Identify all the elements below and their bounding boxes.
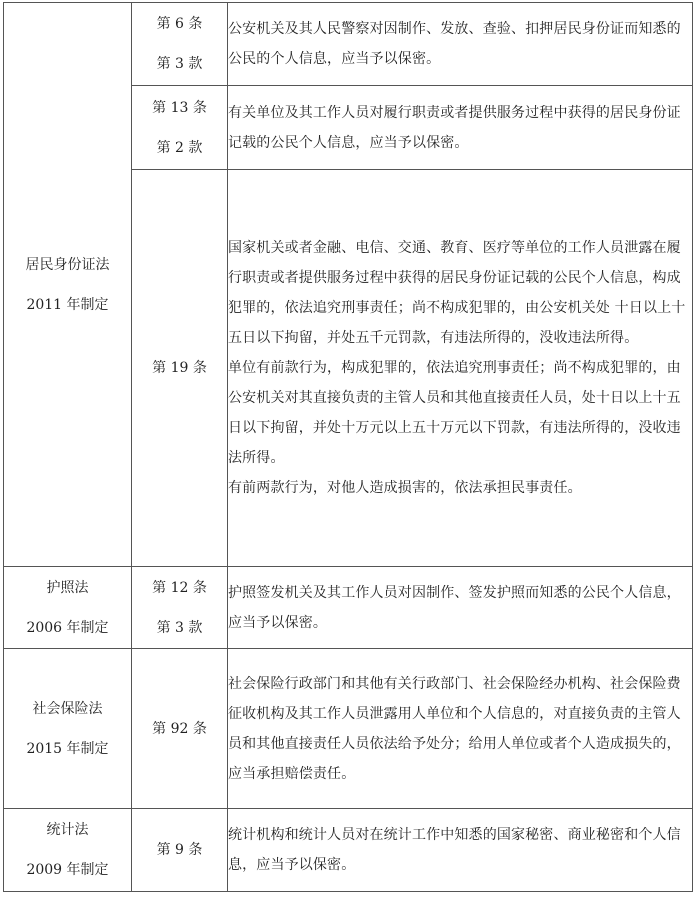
provision-paragraph: 统计机构和统计人员对在统计工作中知悉的国家秘密、商业秘密和个人信息，应当予以保密。 bbox=[228, 827, 681, 873]
provision-paragraph: 社会保险行政部门和其他有关行政部门、社会保险经办机构、社会保险费征收机构及其工作人员泄露用人单位和个人信息的，对直接负责的主管人员和其他直接责任人员依法给予处分；给用人单位或者个人造成损失的，应当承担赔偿责任。 bbox=[228, 675, 681, 782]
law-name-cell bbox=[4, 567, 132, 649]
provision-paragraph: 有前两款行为，对他人造成损害的，依法承担民事责任。 bbox=[228, 480, 582, 496]
provision-paragraph: 公安机关及其人民警察对因制作、发放、查验、扣押居民身份证而知悉的公民的个人信息，应当予以保密。 bbox=[228, 21, 681, 67]
law-name: 统计法 bbox=[46, 822, 89, 838]
article-number: 第 6 条 bbox=[156, 16, 203, 32]
article-cell bbox=[132, 809, 228, 892]
article-number: 第 13 条 bbox=[152, 99, 207, 116]
article-number: 第 92 条 bbox=[152, 720, 207, 737]
article-number: 第 19 条 bbox=[152, 360, 207, 376]
provision-paragraph: 有关单位及其工作人员对履行职责或者提供服务过程中获得的居民身份证记载的公民个人信息，应当予以保密。 bbox=[228, 104, 681, 151]
table-row bbox=[4, 3, 693, 86]
provision-content bbox=[228, 567, 693, 649]
provision-paragraph: 单位有前款行为，构成犯罪的，依法追究刑事责任；尚不构成犯罪的，由公安机关对其直接负责的主管人员和其他直接责任人员，处十日以上十五日以下拘留，并处十万元以上五十万元以下罚款，有违法所得的，没收违法所得。 bbox=[228, 360, 681, 466]
law-name: 居民身份证法 bbox=[25, 256, 110, 273]
law-name-cell bbox=[4, 3, 132, 567]
article-cell bbox=[132, 3, 228, 86]
article-cell bbox=[132, 567, 228, 649]
provision-content bbox=[228, 86, 693, 170]
law-name-cell bbox=[4, 649, 132, 809]
provision-paragraph: 护照签发机关及其工作人员对因制作、签发护照而知悉的公民个人信息，应当予以保密。 bbox=[228, 584, 681, 631]
article-cell bbox=[132, 649, 228, 809]
law-name: 护照法 bbox=[46, 579, 89, 596]
table-row bbox=[4, 649, 693, 809]
clause-number: 第 2 款 bbox=[156, 139, 203, 156]
law-year: 2011 年制定 bbox=[26, 296, 109, 313]
table-row bbox=[4, 809, 693, 892]
article-number: 第 12 条 bbox=[152, 579, 207, 596]
clause-number: 第 3 款 bbox=[156, 619, 203, 636]
law-year: 2006 年制定 bbox=[26, 619, 109, 636]
provision-content bbox=[228, 170, 693, 567]
provision-paragraph: 国家机关或者金融、电信、交通、教育、医疗等单位的工作人员泄露在履行职责或者提供服务过程中获得的居民身份证记载的公民个人信息，构成犯罪的，依法追究刑事责任；尚不构成犯罪的，由公安机关处 十日以上十五日以下拘留，并处五千元罚款，有违法所得的，没收违法所得。 bbox=[228, 240, 686, 346]
law-name: 社会保险法 bbox=[32, 700, 103, 717]
law-name-cell bbox=[4, 809, 132, 892]
provision-content bbox=[228, 809, 693, 892]
article-cell bbox=[132, 170, 228, 567]
law-year: 2015 年制定 bbox=[26, 740, 109, 757]
law-provisions-table bbox=[3, 2, 693, 892]
table-row bbox=[4, 567, 693, 649]
law-year: 2009 年制定 bbox=[26, 862, 109, 878]
article-number: 第 9 条 bbox=[156, 842, 203, 858]
provision-content bbox=[228, 3, 693, 86]
provision-content bbox=[228, 649, 693, 809]
article-cell bbox=[132, 86, 228, 170]
clause-number: 第 3 款 bbox=[156, 56, 203, 72]
